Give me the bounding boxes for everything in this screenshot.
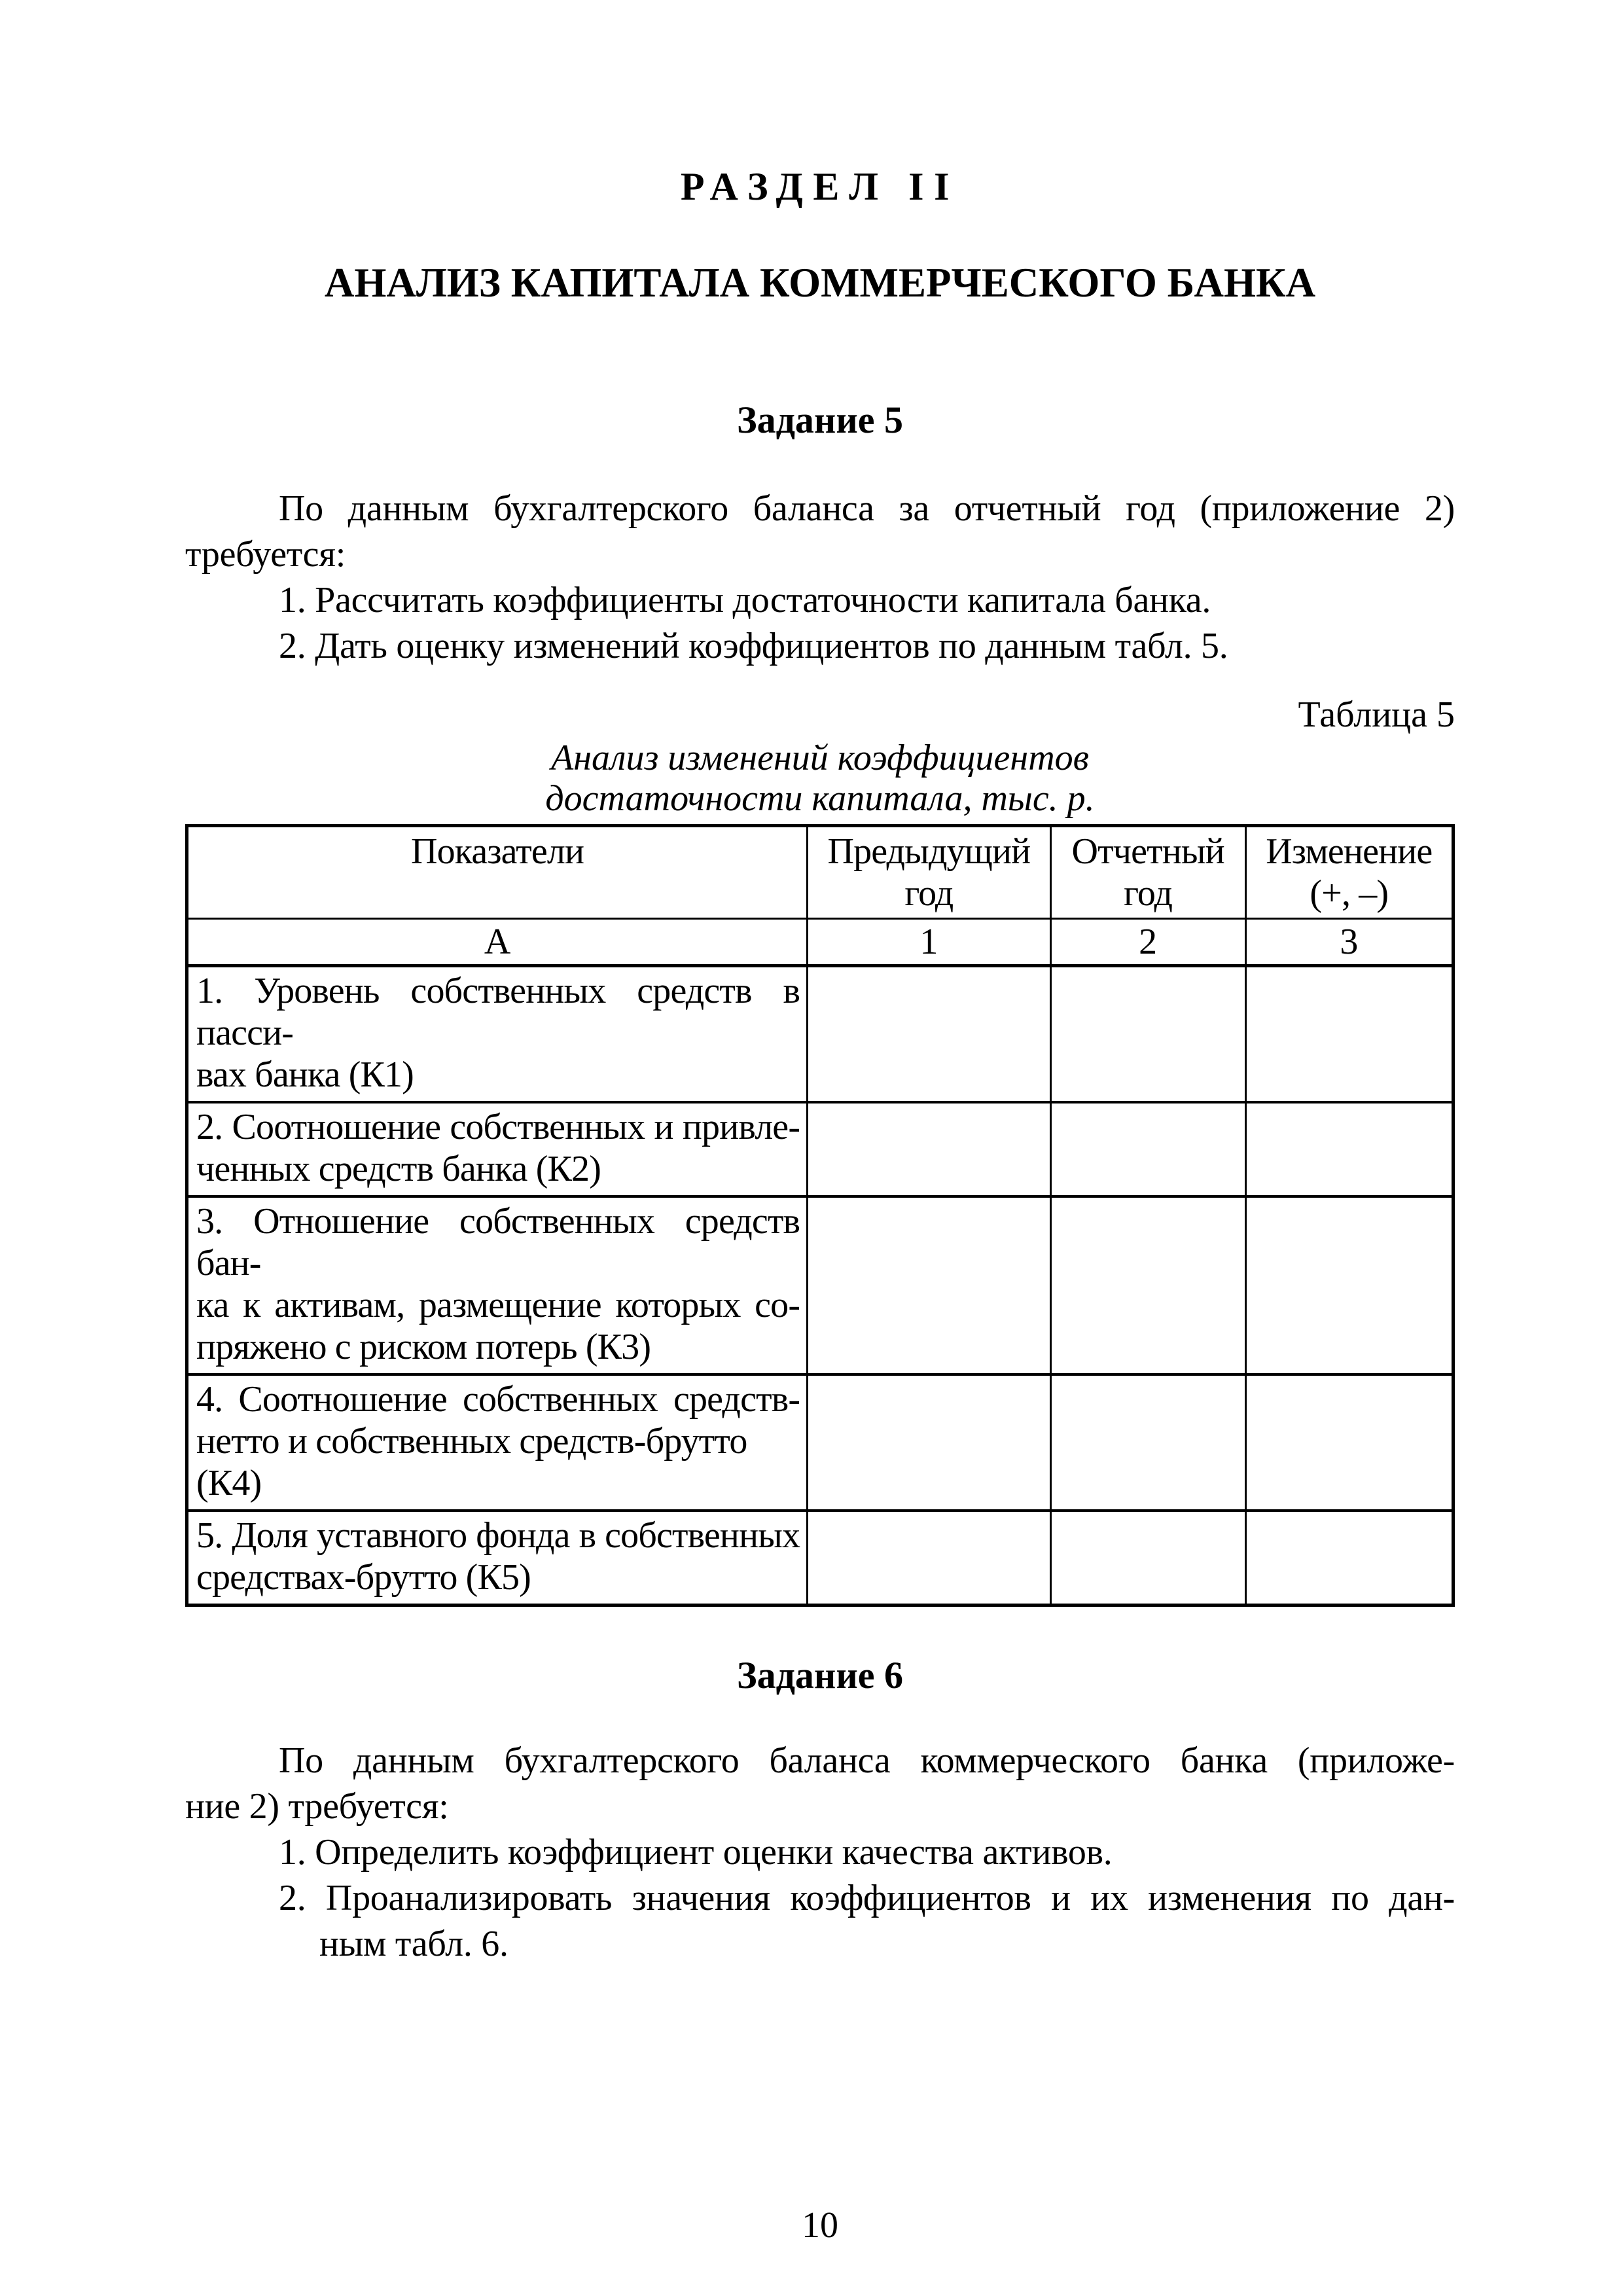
task6-list-item-continuation: ным табл. 6.: [319, 1924, 508, 1964]
column-header-line: Изменение: [1266, 831, 1433, 872]
column-header-indicators: [187, 826, 808, 919]
subheader-cell: 1: [808, 919, 1051, 966]
column-header-line: (+, –): [1310, 873, 1389, 914]
row-label-line: 1. Уровень собственных средств в пасси-: [196, 971, 800, 1053]
subheader-cell: 3: [1245, 919, 1453, 966]
column-header-reporting-year: [1050, 826, 1245, 919]
column-header-line: год: [1124, 873, 1173, 914]
row-label-line: средствах-брутто (К5): [196, 1557, 531, 1598]
row-label-line: 4. Соотношение собственных средств-: [196, 1379, 800, 1420]
row-label: [187, 1102, 808, 1196]
data-cell: [1050, 1196, 1245, 1374]
task5-intro-line: требуется:: [185, 534, 346, 575]
task6-heading: Задание 6: [736, 1654, 904, 1696]
row-label-line: пряжено с риском потерь (К3): [196, 1327, 651, 1367]
task6-intro-line: По данным бухгалтерского баланса коммерческого банка (приложе-: [279, 1740, 1455, 1781]
row-label: [187, 966, 808, 1103]
column-header-previous-year: [808, 826, 1051, 919]
data-cell: [808, 1102, 1051, 1196]
task6-list-item: 1. Определить коэффициент оценки качества активов.: [279, 1832, 1113, 1873]
row-label-line: 2. Соотношение собственных и привле-: [196, 1107, 800, 1147]
table-subheader-row: [187, 919, 1454, 966]
data-cell: [808, 1374, 1051, 1511]
table-caption-line: достаточности капитала, тыс. р.: [545, 778, 1095, 819]
subheader-cell: А: [187, 919, 808, 966]
page-number: 10: [802, 2205, 838, 2246]
column-header-change: [1245, 826, 1453, 919]
table-label: Таблица 5: [1298, 694, 1455, 735]
task5-intro-line: По данным бухгалтерского баланса за отчетный год (приложение 2): [279, 488, 1455, 529]
row-label-line: вах банка (К1): [196, 1054, 414, 1095]
data-cell: [1245, 966, 1453, 1103]
table-row: [187, 966, 1454, 1103]
column-header-line: Показатели: [411, 831, 584, 872]
data-cell: [1050, 1374, 1245, 1511]
table-caption: [185, 738, 1455, 819]
section-heading: РАЗДЕЛ II: [680, 165, 960, 208]
data-cell: [1050, 966, 1245, 1103]
row-label-line: ченных средств банка (К2): [196, 1149, 601, 1189]
table-header-row: [187, 826, 1454, 919]
data-cell: [808, 1511, 1051, 1605]
task6-intro-line: ние 2) требуется:: [185, 1786, 449, 1827]
table-row: [187, 1196, 1454, 1374]
data-cell: [1245, 1374, 1453, 1511]
task5-list-item: 1. Рассчитать коэффициенты достаточности капитала банка.: [279, 580, 1211, 620]
data-cell: [1245, 1196, 1453, 1374]
row-label-line: нетто и собственных средств-брутто (К4): [196, 1421, 747, 1503]
data-cell: [808, 1196, 1051, 1374]
table-row: [187, 1102, 1454, 1196]
table-row: [187, 1511, 1454, 1605]
task6-list-item: 2. Проанализировать значения коэффициентов и их изменения по дан-: [279, 1878, 1455, 1918]
table-row: [187, 1374, 1454, 1511]
data-cell: [1050, 1511, 1245, 1605]
row-label: [187, 1374, 808, 1511]
data-cell: [1050, 1102, 1245, 1196]
data-cell: [1245, 1511, 1453, 1605]
column-header-line: Предыдущий: [827, 831, 1031, 872]
row-label: [187, 1196, 808, 1374]
table-caption-line: Анализ изменений коэффициентов: [551, 738, 1089, 778]
row-label-line: ка к активам, размещение которых со-: [196, 1285, 800, 1325]
task5-heading: Задание 5: [736, 399, 904, 441]
capital-ratios-table: [185, 824, 1455, 1607]
column-header-line: Отчетный: [1071, 831, 1224, 872]
row-label-line: 5. Доля уставного фонда в собственных: [196, 1515, 800, 1556]
column-header-line: год: [904, 873, 954, 914]
row-label-line: 3. Отношение собственных средств бан-: [196, 1201, 800, 1283]
task5-list-item: 2. Дать оценку изменений коэффициентов по данным табл. 5.: [279, 626, 1228, 666]
row-label: [187, 1511, 808, 1605]
data-cell: [1245, 1102, 1453, 1196]
data-cell: [808, 966, 1051, 1103]
document-title: АНАЛИЗ КАПИТАЛА КОММЕРЧЕСКОГО БАНКА: [324, 260, 1316, 306]
subheader-cell: 2: [1050, 919, 1245, 966]
